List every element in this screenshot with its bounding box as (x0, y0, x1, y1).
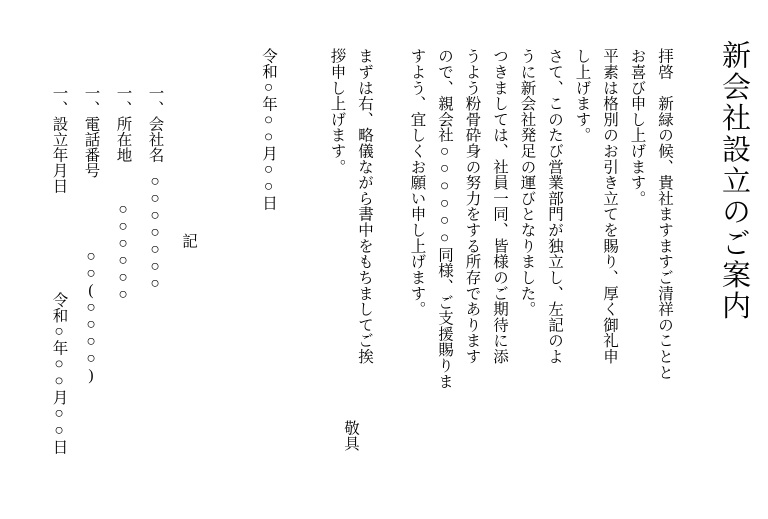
item-value: ○○(○○○○) (82, 248, 100, 384)
list-item (51, 85, 69, 454)
document-date: 令和○年○○月○○日 (260, 48, 277, 211)
item-bullet: 一、 (82, 85, 100, 116)
closing-column: 拶申し上げます。 (328, 48, 346, 175)
body-column: ので、親会社○○○○○○同様、ご支援賜りま (436, 48, 453, 390)
item-list (44, 85, 172, 454)
ki-marker: 記 (180, 233, 197, 249)
body-text-block (403, 48, 678, 448)
item-label: 会社名 (146, 116, 164, 163)
closing-column: まずは右、略儀ながら書中をもちましてご挨 (356, 48, 373, 365)
list-item (115, 85, 133, 303)
body-column: つきましては、社員一同、皆様のご期待に添 (491, 48, 508, 365)
item-value: ○○○○○○ (114, 200, 132, 303)
item-value: ○○○○○○○ (146, 172, 164, 292)
item-bullet: 一、 (114, 85, 132, 116)
body-column: すよう、宜しくお願い申し上げます。 (408, 48, 426, 317)
item-value: 令和○年○○月○○日 (50, 291, 68, 454)
body-column: うに新会社発足の運びとなりました。 (518, 48, 536, 317)
item-label: 所在地 (114, 116, 132, 163)
page-title: 新会社設立のご案内 (718, 40, 750, 322)
body-column: うよう粉骨砕身の努力をする所存であります (463, 48, 481, 365)
list-item (83, 85, 101, 384)
body-column: お喜び申し上げます。 (628, 48, 646, 207)
body-column: 拝啓 新緑の候、貴社ますますご清祥のことと (656, 48, 673, 381)
body-column: 平素は格別のお引き立てを賜り、厚く御礼申 (601, 48, 618, 365)
closing-text-block (323, 48, 378, 448)
signoff-text: 敬具 (342, 420, 359, 451)
item-bullet: 一、 (50, 85, 68, 116)
body-column: さて、このたび営業部門が独立し、左記のよ (546, 48, 563, 365)
item-bullet: 一、 (146, 85, 164, 116)
list-item (147, 85, 165, 292)
item-label: 電話番号 (82, 116, 100, 178)
item-label: 設立年月日 (50, 116, 68, 194)
body-column: し上げます。 (573, 48, 591, 143)
